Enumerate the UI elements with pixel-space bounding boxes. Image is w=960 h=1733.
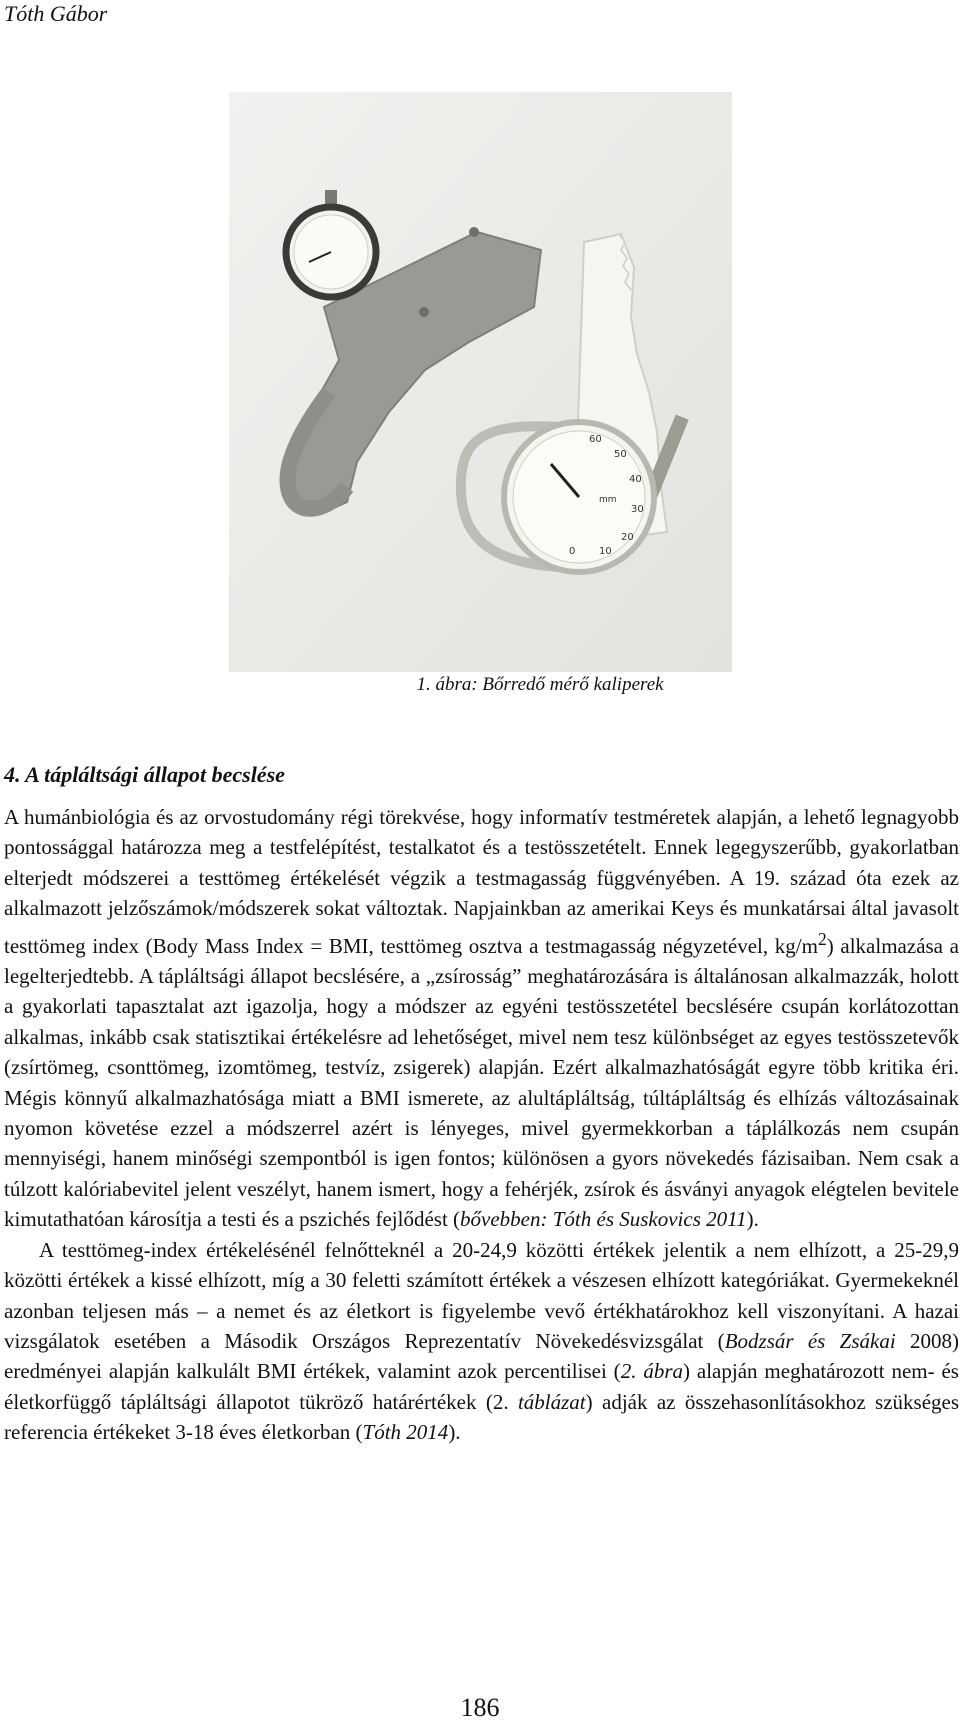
page-number: 186: [460, 1693, 500, 1722]
citation: bővebben: Tóth és Suskovics 2011: [460, 1207, 747, 1232]
figure-reference: 2. ábra: [620, 1359, 684, 1384]
table-reference: táblázat: [517, 1389, 586, 1414]
dial-mark: 60: [589, 434, 602, 445]
caliper-photo: [229, 92, 732, 672]
figure-caption: [0, 672, 960, 698]
dial-mark: 40: [629, 474, 642, 485]
dial-mark: 30: [631, 504, 644, 515]
figure-caption-text: 1. ábra: Bőrredő mérő kaliperek: [416, 674, 664, 695]
body-text: [4, 802, 959, 1448]
running-header-author: Tóth Gábor: [4, 1, 108, 26]
paragraph-2: A testtömeg-index értékelésénél felnőtteknél a 20-24,9 közötti értékek jelentik a nem elhízott, a 25-29,9 közötti értékek a kissé elhízott, míg a 30 feletti számított értékek a vészesen elhízott kategóriákat. Gyermekeknél azonban teljesen más – a nemet és az életkort is figyelembe vevő értékhatárokhoz kell viszonyítani. A hazai vizsgálatok esetében a Második Országos Reprezentatív Növekedésvizsgálat (Bodzsár és Zsákai 2008) eredményei alapján kalkulált BMI értékek, valamint azok percentilisei (2. ábra) alapján meghatározott nem- és életkorfüggő tápláltsági állapotot tükröző határértékek (2. táblázat) adják az összehasonlításokhoz szükséges referencia értékeket 3-18 éves életkorban (Tóth 2014).: [4, 1237, 960, 1445]
section-heading: 4. A tápláltsági állapot becslése: [4, 762, 285, 787]
paragraph-1: A humánbiológia és az orvostudomány régi törekvése, hogy informatív testméretek alapján, a lehető legnagyobb pontossággal határozza meg a testfelépítést, testalkatot és a testösszetételt. Ennek legegyszerűbb, gyakorlatban elterjedt módszerei a testtömeg értékelését végzik a testmagasság függvényében. A 19. század óta ezek az alkalmazott jelzőszámok/módszerek sokat változtak. Napjainkban az amerikai Keys és munkatársai által javasolt testtömeg index (Body Mass Index = BMI, testtömeg osztva a testmagasság négyzetével, $kg/m^2$) alkalmazása a legelterjedtebb. A tápláltsági állapot becslésére, a „zsírosság” meghatározására is általánosan alkalmazzák, holott a gyakorlati tapasztalat azt igazolja, hogy a módszer az egyéni testösszetétel becslésére csupán korlátozottan alkalmas, inkább csak statisztikai értékelésre ad lehetőséget, mivel nem tesz különbséget az egyes testösszetevők (zsírtömeg, csonttömeg, izomtömeg, testvíz, zsigerek) alapján. Ezért alkalmazhatóságát egyre több kritika éri. Mégis könnyű alkalmazhatósága miatt a BMI ismerete, az alultápláltság, túltápláltság és elhízás változásainak nyomon követése ezzel a módszerrel azért is lényeges, mivel gyermekkorban a táplálkozás nem csupán mennyiségi, hanem minőségi szempontból is igen fontos; különösen a gyors növekedés fázisaiban. Nem csak a túlzott kalóriabevitel jelent veszélyt, hanem ismert, hogy a fehérjék, zsírok és ásványi anyagok elégtelen bevitele kimutathatóan károsítja a testi és a pszichés fejlődést (bővebben: Tóth és Suskovics 2011).: [4, 805, 960, 1232]
dial-unit: mm: [599, 495, 617, 505]
citation: Bodzsár és Zsákai: [724, 1328, 896, 1353]
dial-mark: 10: [599, 546, 612, 557]
dial-mark: 50: [614, 449, 627, 460]
citation: Tóth 2014: [362, 1420, 449, 1445]
small-dial-gauge: [504, 422, 654, 572]
dial-mark: 20: [621, 532, 634, 543]
dial-mark: 0: [569, 546, 576, 557]
